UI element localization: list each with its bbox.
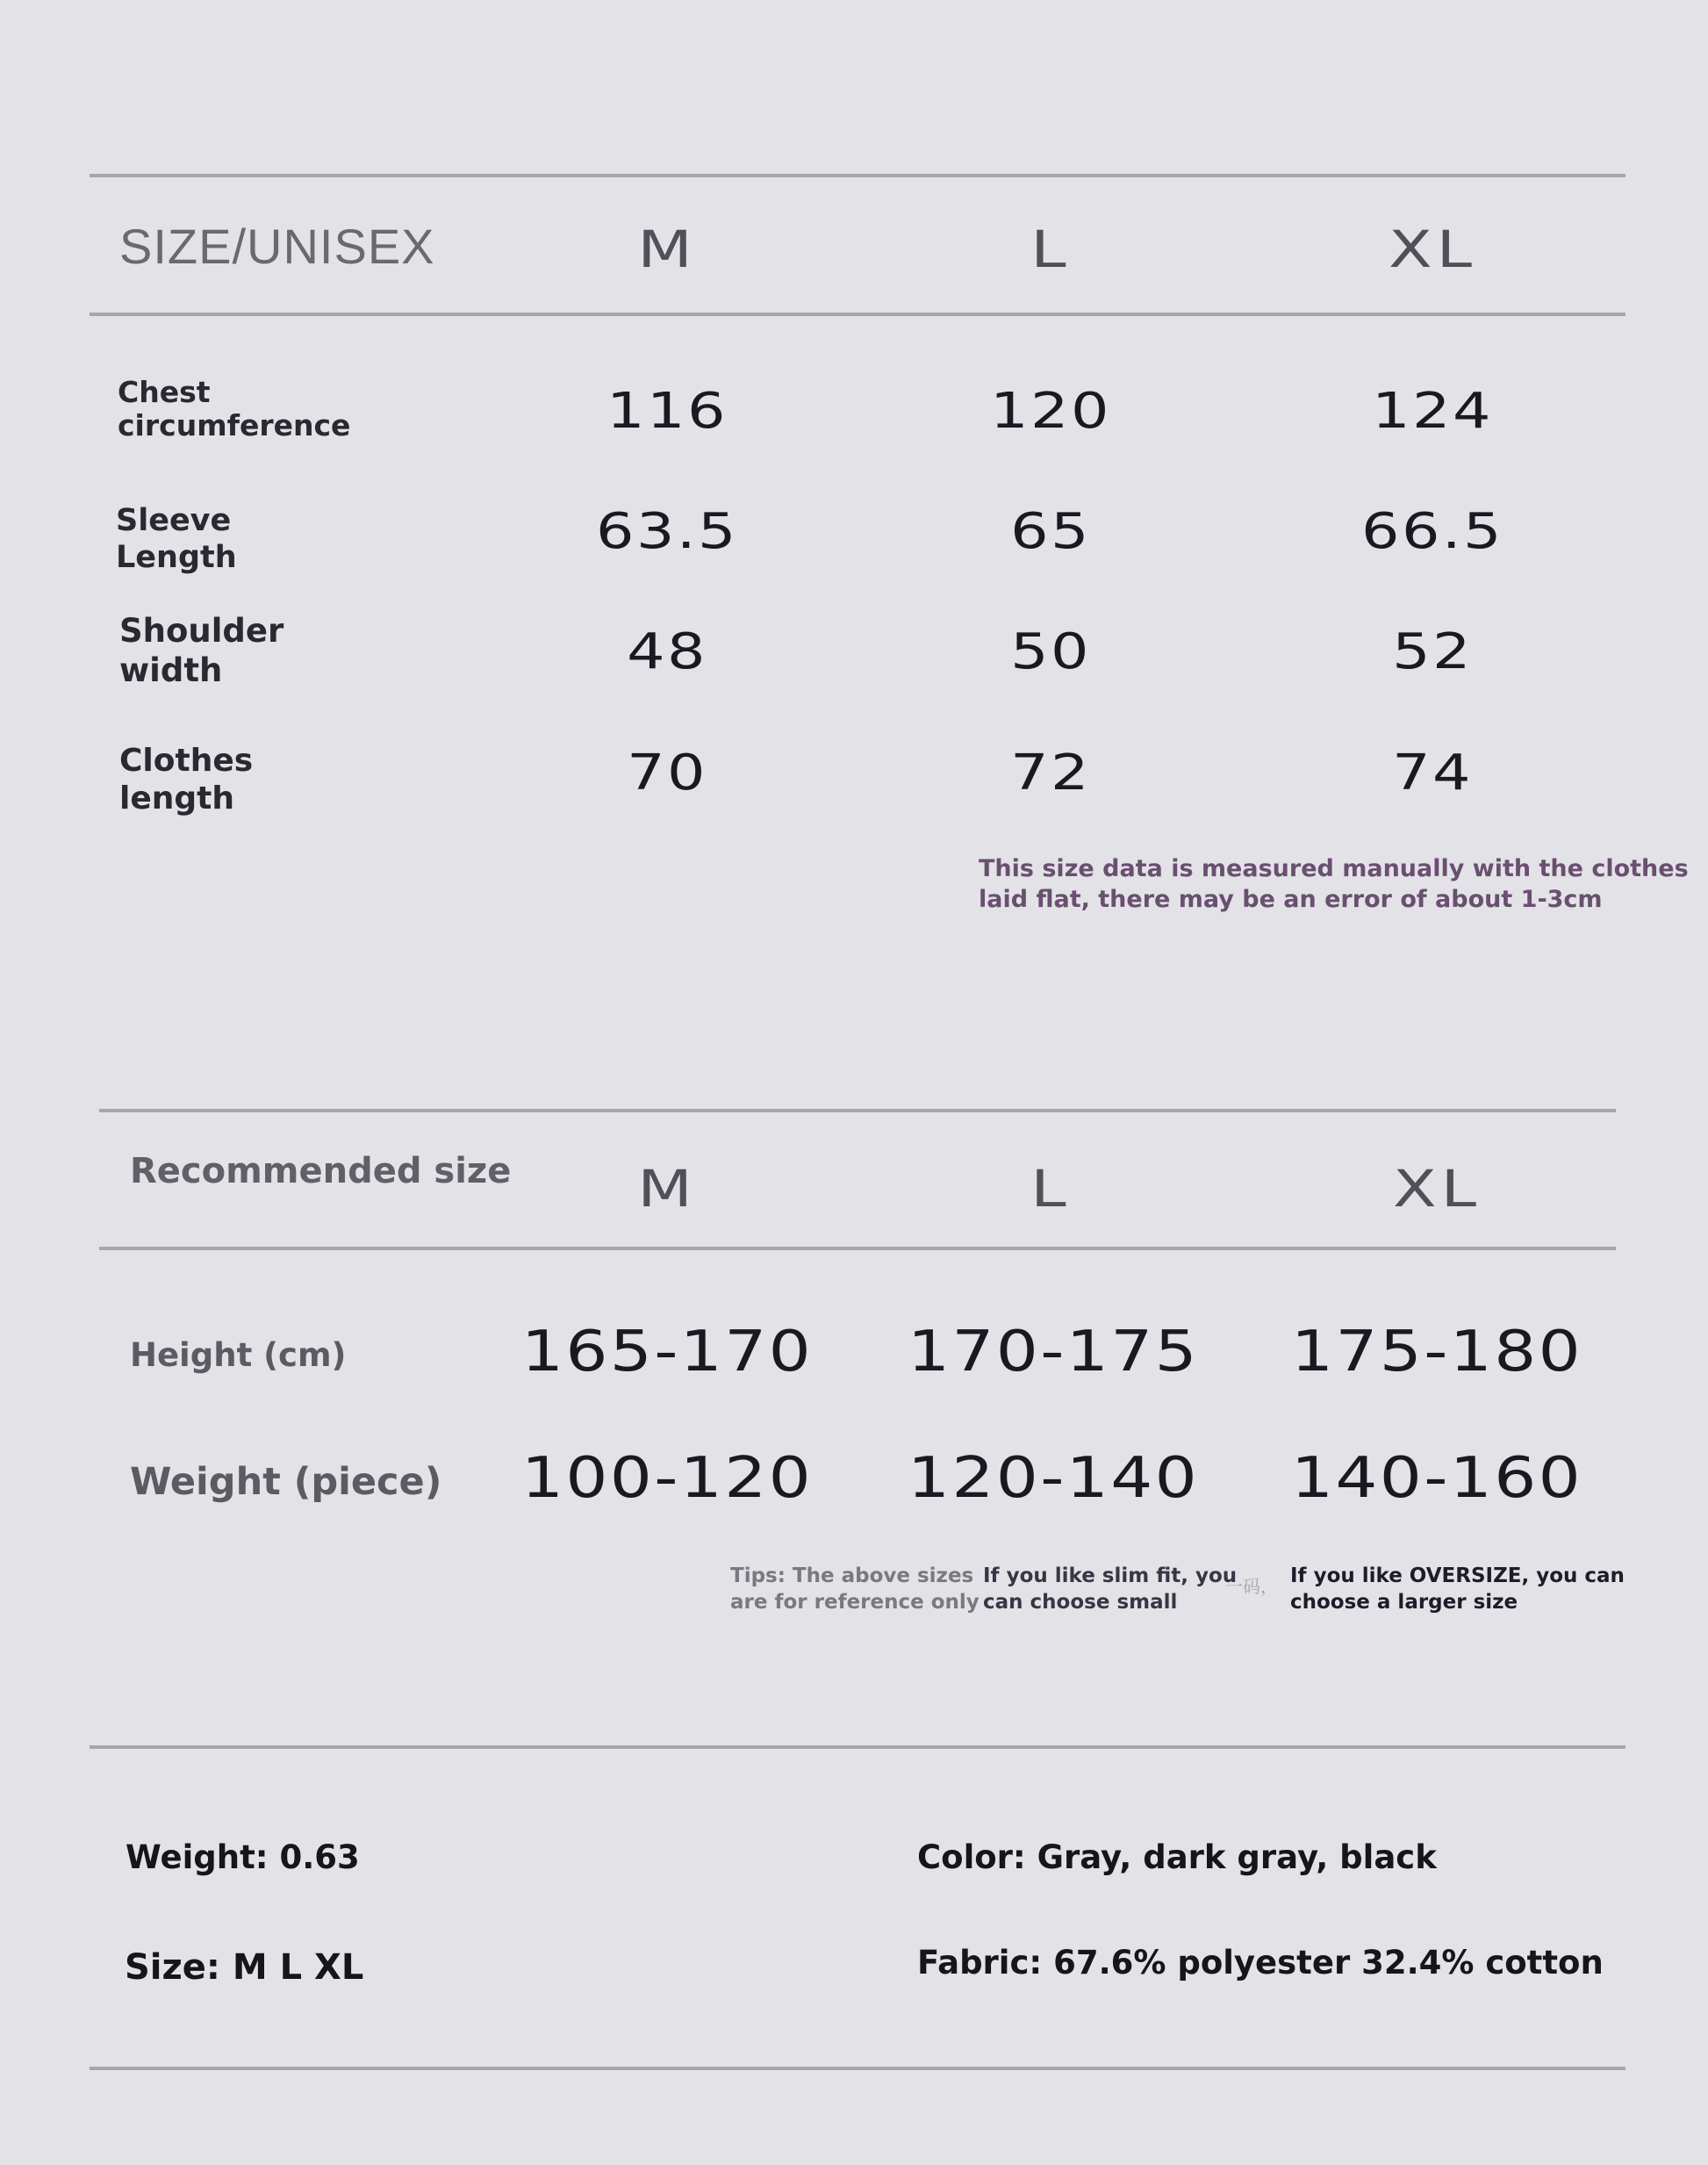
spec-weight: Weight: 0.63 bbox=[126, 1838, 360, 1876]
sleeve-m: 63.5 bbox=[596, 503, 738, 560]
chest-l: 120 bbox=[990, 383, 1111, 440]
height-xl: 175-180 bbox=[1290, 1320, 1583, 1385]
row-label-height: Height (cm) bbox=[130, 1336, 347, 1374]
divider-specs-top bbox=[90, 1745, 1625, 1749]
length-xl: 74 bbox=[1392, 744, 1473, 802]
recommend-header-l: L bbox=[1030, 1159, 1071, 1219]
recommend-header-xl: XL bbox=[1392, 1159, 1482, 1219]
shoulder-xl: 52 bbox=[1392, 623, 1473, 680]
spec-fabric: Fabric: 67.6% polyester 32.4% cotton bbox=[917, 1944, 1604, 1982]
divider-size-header bbox=[90, 313, 1625, 316]
weight-m: 100-120 bbox=[520, 1446, 814, 1511]
size-header-l: L bbox=[1030, 219, 1071, 279]
spec-color: Color: Gray, dark gray, black bbox=[917, 1838, 1437, 1876]
tip-oversize: If you like OVERSIZE, you can choose a larger size bbox=[1290, 1564, 1625, 1614]
chest-m: 116 bbox=[606, 383, 728, 440]
tip-slim-fit: If you like slim fit, you can choose small bbox=[983, 1564, 1238, 1614]
chest-xl: 124 bbox=[1372, 383, 1493, 440]
divider-top bbox=[90, 174, 1625, 177]
row-label-shoulder: Shoulder width bbox=[119, 612, 284, 689]
tip-separator: 一码， bbox=[1225, 1576, 1278, 1597]
divider-recommend-top bbox=[99, 1109, 1616, 1112]
size-header-m: M bbox=[637, 219, 697, 279]
recommend-header-m: M bbox=[637, 1159, 697, 1219]
sleeve-xl: 66.5 bbox=[1361, 503, 1503, 560]
height-l: 170-175 bbox=[907, 1320, 1200, 1385]
length-m: 70 bbox=[627, 744, 707, 802]
row-label-sleeve: Sleeve Length bbox=[116, 503, 237, 575]
row-label-chest: Chest circumference bbox=[118, 375, 351, 442]
tip-reference: Tips: The above sizes are for reference only bbox=[730, 1564, 980, 1614]
sleeve-l: 65 bbox=[1010, 503, 1091, 560]
length-l: 72 bbox=[1010, 744, 1091, 802]
height-m: 165-170 bbox=[520, 1320, 814, 1385]
size-table-header-label: SIZE/UNISEX bbox=[119, 219, 435, 274]
row-label-weight: Weight (piece) bbox=[130, 1460, 442, 1504]
spec-size: Size: M L XL bbox=[125, 1947, 364, 1988]
shoulder-m: 48 bbox=[627, 623, 707, 680]
measurement-note: This size data is measured manually with the clothes laid flat, there may be an error of about 1-3cm bbox=[979, 855, 1689, 913]
row-label-clothes-length: Clothes length bbox=[119, 743, 254, 816]
shoulder-l: 50 bbox=[1010, 623, 1091, 680]
divider-bottom bbox=[90, 2067, 1625, 2070]
size-header-xl: XL bbox=[1388, 219, 1477, 279]
recommend-header-label: Recommended size bbox=[130, 1151, 512, 1191]
weight-xl: 140-160 bbox=[1290, 1446, 1583, 1511]
weight-l: 120-140 bbox=[907, 1446, 1200, 1511]
divider-recommend-header bbox=[99, 1247, 1616, 1250]
